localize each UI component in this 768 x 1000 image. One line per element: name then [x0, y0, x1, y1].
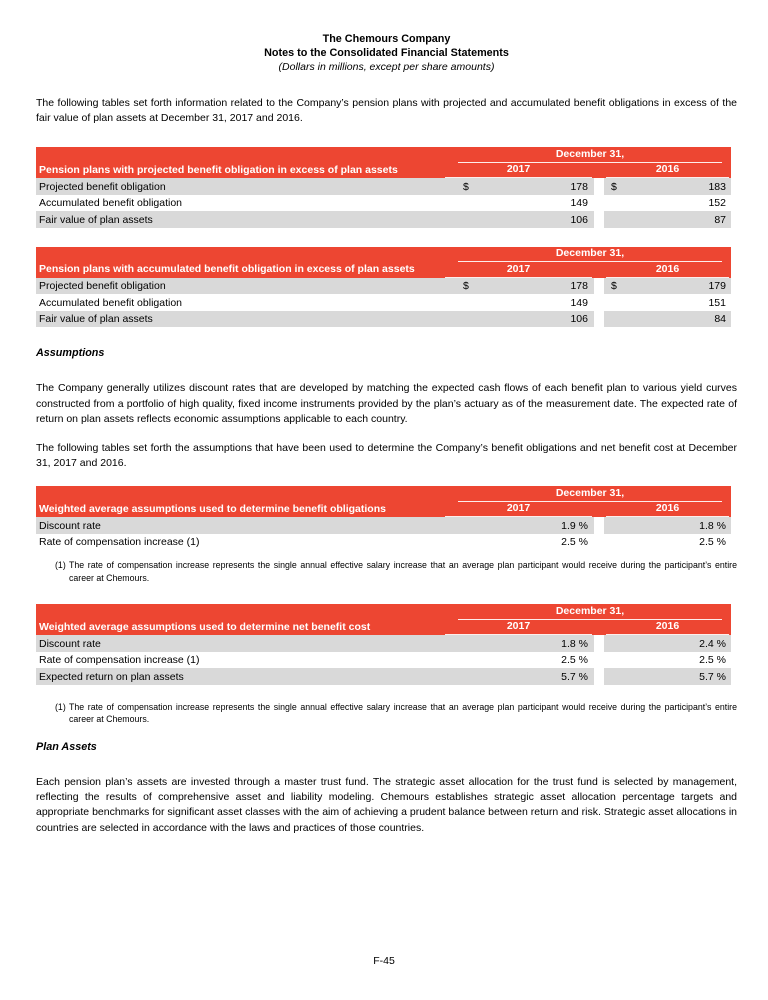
- cell-value: 183: [708, 180, 726, 193]
- plan-assets-heading: Plan Assets: [36, 740, 97, 753]
- assumptions-paragraph-1: The Company generally utilizes discount rates that are developed by matching the expected cash flows of each benefit plan to various yield curves constructed from a portfolio of high quality, fixed income instruments provided by the plan’s actuary as of the measurement date. The expected rate of return on plan assets reflects economic assumptions applicable to each country.: [36, 382, 737, 425]
- table-row: [36, 517, 731, 534]
- cell-value: 1.8 %: [699, 519, 726, 532]
- document-title: Notes to the Consolidated Financial Statements: [264, 47, 509, 59]
- row-label: Accumulated benefit obligation: [39, 296, 183, 309]
- column-gutter: [594, 195, 604, 212]
- column-gutter: [594, 668, 604, 685]
- column-gutter: [594, 652, 604, 669]
- currency-symbol: $: [463, 180, 469, 193]
- column-gutter: [594, 311, 604, 328]
- document-header: [36, 32, 737, 74]
- value-2017: [443, 534, 594, 551]
- table-assumptions-benefit-obligations: [36, 486, 731, 550]
- table-accumulated-benefit-obligation: [36, 247, 731, 328]
- row-label: Expected return on plan assets: [36, 668, 443, 685]
- value-2017: [443, 211, 594, 228]
- value-2016: [604, 211, 731, 228]
- row-label: Discount rate: [36, 517, 443, 534]
- row-label: Projected benefit obligation: [36, 178, 443, 195]
- cell-value: 87: [714, 213, 726, 226]
- value-2017: [443, 294, 594, 311]
- year-2016-header: 2016: [606, 502, 729, 517]
- footnote-text: The rate of compensation increase represents the single annual effective salary increase that an average plan participant would receive during the participant’s entire career at Chemours.: [69, 560, 737, 583]
- table-title: Pension plans with projected benefit obligation in excess of plan assets: [39, 163, 398, 176]
- period-column-header: December 31,: [458, 247, 722, 262]
- table-row: [36, 195, 731, 212]
- cell-value: 106: [570, 213, 588, 226]
- value-2016: [604, 534, 731, 551]
- row-label: Fair value of plan assets: [36, 211, 443, 228]
- value-2017: [443, 178, 594, 195]
- year-2017-header: 2017: [445, 163, 592, 178]
- cell-value: 152: [708, 197, 726, 210]
- column-gutter: [594, 178, 604, 195]
- footnote-1: [55, 559, 737, 584]
- plan-assets-paragraph: Each pension plan’s assets are invested through a master trust fund. The strategic asset allocation for the trust fund is selected by management, reflecting the results of comprehensive asset and liability modeling. Chemours establishes strategic asset allocation percentage targets and appropriate benchmarks for significant asset classes with the aim of achieving a prudent balance between return and risk. Strategic asset allocations in countries are selected in accordance with the laws and practices of those countries.: [36, 775, 737, 834]
- currency-symbol: $: [611, 280, 617, 293]
- table-header: [36, 604, 731, 635]
- value-2017: [443, 635, 594, 652]
- cell-value: 1.9 %: [561, 519, 588, 532]
- table-row: [36, 311, 731, 328]
- table-row: [36, 652, 731, 669]
- table-title: Weighted average assumptions used to determine benefit obligations: [39, 502, 386, 515]
- row-label: Discount rate: [36, 635, 443, 652]
- value-2016: [604, 652, 731, 669]
- cell-value: 2.4 %: [699, 637, 726, 650]
- period-column-header: December 31,: [458, 487, 722, 502]
- period-column-header: December 31,: [458, 605, 722, 620]
- value-2017: [443, 311, 594, 328]
- table-row: [36, 668, 731, 685]
- table-row: [36, 178, 731, 195]
- row-label: Rate of compensation increase (1): [39, 536, 200, 549]
- cell-value: 5.7 %: [699, 670, 726, 683]
- table-row: [36, 534, 731, 551]
- company-name: The Chemours Company: [322, 33, 451, 45]
- value-2016: [604, 517, 731, 534]
- cell-value: 149: [570, 197, 588, 210]
- year-2017-header: 2017: [445, 502, 592, 517]
- row-label: Rate of compensation increase (1): [39, 654, 200, 667]
- cell-value: 2.5 %: [561, 654, 588, 667]
- table-header: [36, 247, 731, 278]
- value-2016: [604, 278, 731, 295]
- cell-value: 1.8 %: [561, 637, 588, 650]
- table-row: [36, 294, 731, 311]
- value-2017: [443, 278, 594, 295]
- cell-value: 179: [708, 280, 726, 293]
- column-gutter: [594, 635, 604, 652]
- year-2017-header: 2017: [445, 263, 592, 278]
- cell-value: 5.7 %: [561, 670, 588, 683]
- year-2016-header: 2016: [606, 163, 729, 178]
- period-column-header: December 31,: [458, 148, 722, 163]
- table-title: Weighted average assumptions used to determine net benefit cost: [39, 620, 371, 633]
- cell-value: 151: [708, 296, 726, 309]
- assumptions-paragraph-2: The following tables set forth the assumptions that have been used to determine the Company’s benefit obligations and net benefit cost at December 31, 2017 and 2016.: [36, 442, 737, 470]
- document-subtitle: (Dollars in millions, except per share amounts): [278, 61, 495, 73]
- row-label: Fair value of plan assets: [36, 311, 443, 328]
- column-gutter: [594, 294, 604, 311]
- year-2016-header: 2016: [606, 620, 729, 635]
- footnote-marker: (1): [55, 560, 66, 571]
- footnote-marker: (1): [55, 701, 66, 712]
- value-2017: [443, 668, 594, 685]
- footnote-1-repeat: [55, 701, 737, 726]
- currency-symbol: $: [463, 280, 469, 293]
- value-2016: [604, 294, 731, 311]
- table-row: [36, 211, 731, 228]
- value-2016: [604, 311, 731, 328]
- cell-value: 178: [570, 280, 588, 293]
- value-2016: [604, 668, 731, 685]
- row-label: Accumulated benefit obligation: [39, 197, 183, 210]
- cell-value: 2.5 %: [699, 654, 726, 667]
- column-gutter: [594, 517, 604, 534]
- table-header: [36, 486, 731, 517]
- page-number: F-45: [373, 955, 395, 967]
- table-assumptions-net-benefit-cost: [36, 604, 731, 685]
- table-projected-benefit-obligation: [36, 147, 731, 228]
- value-2017: [443, 652, 594, 669]
- table-title: Pension plans with accumulated benefit obligation in excess of plan assets: [39, 263, 415, 276]
- assumptions-heading: Assumptions: [36, 347, 105, 360]
- value-2016: [604, 635, 731, 652]
- value-2017: [443, 195, 594, 212]
- value-2016: [604, 195, 731, 212]
- year-2017-header: 2017: [445, 620, 592, 635]
- cell-value: 84: [714, 313, 726, 326]
- cell-value: 2.5 %: [561, 536, 588, 549]
- cell-value: 149: [570, 296, 588, 309]
- table-row: [36, 635, 731, 652]
- cell-value: 2.5 %: [699, 536, 726, 549]
- year-2016-header: 2016: [606, 263, 729, 278]
- value-2017: [443, 517, 594, 534]
- column-gutter: [594, 278, 604, 295]
- currency-symbol: $: [611, 180, 617, 193]
- cell-value: 106: [570, 313, 588, 326]
- footnote-text: The rate of compensation increase represents the single annual effective salary increase that an average plan participant would receive during the participant’s entire career at Chemours.: [69, 701, 737, 725]
- table-header: [36, 147, 731, 178]
- column-gutter: [594, 534, 604, 551]
- column-gutter: [594, 211, 604, 228]
- intro-paragraph: The following tables set forth information related to the Company’s pension plans with projected and accumulated benefit obligations in excess of the fair value of plan assets at December 31, 2017 and 2016.: [36, 97, 737, 125]
- cell-value: 178: [570, 180, 588, 193]
- value-2016: [604, 178, 731, 195]
- row-label: Projected benefit obligation: [36, 278, 443, 295]
- table-row: [36, 278, 731, 295]
